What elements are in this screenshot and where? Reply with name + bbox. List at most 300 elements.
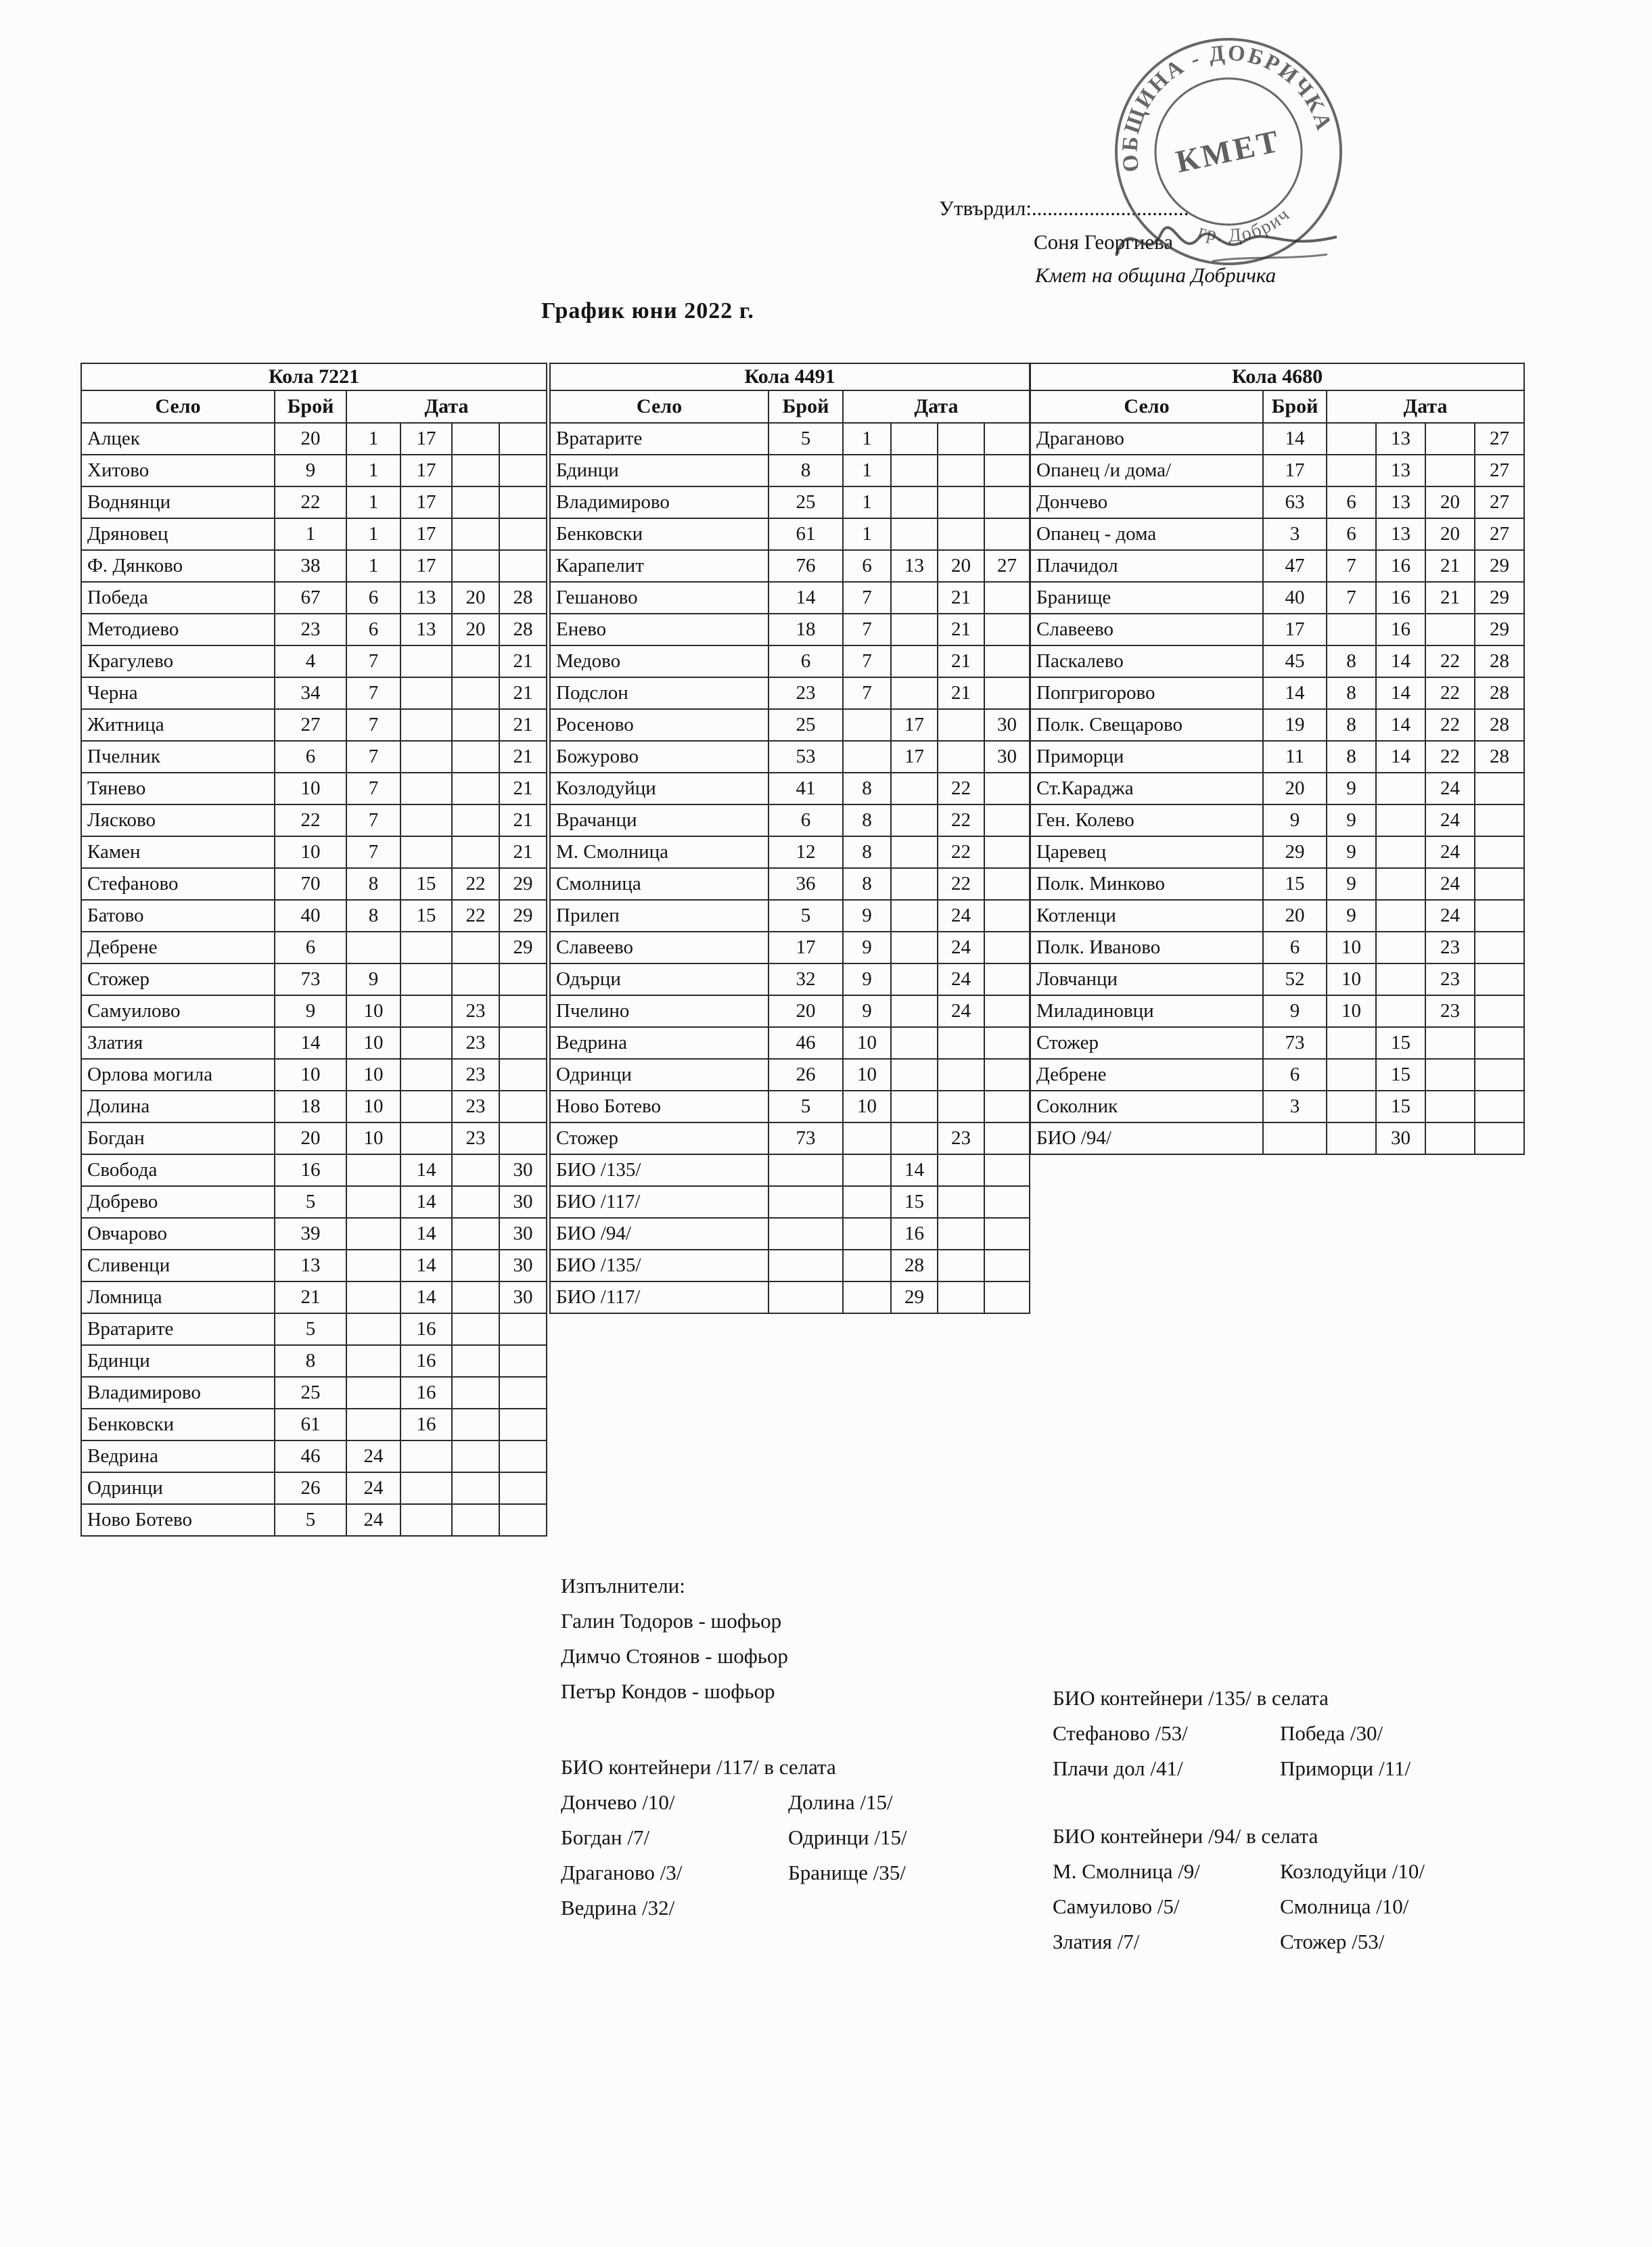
table-row — [1030, 932, 1524, 963]
bio-item: Стефаново /53/ — [1053, 1721, 1188, 1745]
date-cell — [1376, 900, 1425, 932]
table-row — [550, 1218, 1030, 1250]
count-cell: 73 — [768, 1122, 843, 1154]
date-cell — [452, 773, 499, 804]
table-row — [81, 645, 547, 677]
count-cell: 5 — [275, 1313, 346, 1345]
count-cell: 17 — [1263, 614, 1327, 645]
village-cell: Паскалево — [1030, 645, 1263, 677]
date-cell: 10 — [843, 1059, 891, 1091]
date-cell: 15 — [1376, 1059, 1425, 1091]
date-cell: 1 — [346, 550, 400, 582]
date-cell — [452, 1218, 499, 1250]
date-cell: 10 — [1327, 932, 1376, 963]
date-cell — [1425, 1122, 1475, 1154]
col-header-date: Дата — [346, 390, 547, 423]
date-cell: 14 — [1376, 645, 1425, 677]
date-cell — [891, 582, 938, 614]
bio-item: Самуилово /5/ — [1053, 1894, 1180, 1918]
date-cell — [938, 486, 984, 518]
date-cell — [1475, 1091, 1524, 1122]
date-cell: 14 — [400, 1218, 452, 1250]
village-cell: БИО /135/ — [550, 1154, 768, 1186]
count-cell: 40 — [1263, 582, 1327, 614]
date-cell: 7 — [843, 614, 891, 645]
date-cell: 22 — [1425, 645, 1475, 677]
count-cell: 14 — [768, 582, 843, 614]
bio-item: Долина /15/ — [788, 1790, 893, 1814]
date-cell: 21 — [938, 677, 984, 709]
executors-block — [561, 1568, 788, 1709]
date-cell: 9 — [1327, 804, 1376, 836]
date-cell — [891, 900, 938, 932]
village-cell: Дебрене — [1030, 1059, 1263, 1091]
table-row — [550, 868, 1030, 900]
date-cell: 8 — [1327, 645, 1376, 677]
date-cell: 10 — [1327, 963, 1376, 995]
date-cell: 29 — [1475, 582, 1524, 614]
table-row — [550, 1186, 1030, 1218]
date-cell: 23 — [452, 1059, 499, 1091]
date-cell — [984, 773, 1030, 804]
date-cell: 14 — [1376, 709, 1425, 741]
date-cell: 15 — [400, 900, 452, 932]
date-cell — [452, 1440, 499, 1472]
date-cell: 8 — [1327, 709, 1376, 741]
table-row — [1030, 1027, 1524, 1059]
village-cell: Хитово — [81, 455, 275, 486]
date-cell — [984, 1154, 1030, 1186]
date-cell — [1327, 1091, 1376, 1122]
table-row — [81, 1218, 547, 1250]
date-cell — [400, 677, 452, 709]
date-cell: 27 — [984, 550, 1030, 582]
count-cell: 53 — [768, 741, 843, 773]
table-row — [81, 1091, 547, 1122]
date-cell: 27 — [1475, 455, 1524, 486]
count-cell — [768, 1186, 843, 1218]
village-cell: Самуилово — [81, 995, 275, 1027]
date-cell — [346, 1250, 400, 1281]
village-cell: Стожер — [550, 1122, 768, 1154]
bio-item: Дончево /10/ — [561, 1790, 675, 1814]
table-row — [550, 1091, 1030, 1122]
date-cell: 16 — [1376, 582, 1425, 614]
date-cell — [1475, 900, 1524, 932]
table-row — [1030, 1122, 1524, 1154]
table-row — [81, 518, 547, 550]
village-cell: Бенковски — [550, 518, 768, 550]
count-cell: 8 — [768, 455, 843, 486]
date-cell: 14 — [1376, 741, 1425, 773]
count-cell: 41 — [768, 773, 843, 804]
date-cell: 23 — [1425, 932, 1475, 963]
date-cell: 21 — [938, 582, 984, 614]
date-cell — [400, 932, 452, 963]
date-cell: 27 — [1475, 518, 1524, 550]
executors-title: Изпълнители: — [561, 1574, 685, 1597]
date-cell — [1327, 1027, 1376, 1059]
date-cell — [1327, 614, 1376, 645]
count-cell: 45 — [1263, 645, 1327, 677]
date-cell: 10 — [346, 1091, 400, 1122]
count-cell: 25 — [275, 1377, 346, 1409]
col-header-date: Дата — [843, 390, 1030, 423]
date-cell — [452, 486, 499, 518]
table-row — [81, 868, 547, 900]
village-cell: Орлова могила — [81, 1059, 275, 1091]
date-cell: 8 — [843, 836, 891, 868]
village-cell: Миладиновци — [1030, 995, 1263, 1027]
date-cell: 24 — [1425, 836, 1475, 868]
table-row — [81, 932, 547, 963]
table-row — [550, 836, 1030, 868]
date-cell: 16 — [1376, 550, 1425, 582]
date-cell: 28 — [1475, 741, 1524, 773]
date-cell: 14 — [1376, 677, 1425, 709]
count-cell: 23 — [768, 677, 843, 709]
date-cell — [1475, 804, 1524, 836]
date-cell — [346, 1218, 400, 1250]
date-cell: 30 — [499, 1281, 547, 1313]
date-cell: 1 — [843, 423, 891, 455]
table-row — [81, 1440, 547, 1472]
date-cell: 22 — [938, 773, 984, 804]
date-cell: 20 — [1425, 486, 1475, 518]
count-cell: 4 — [275, 645, 346, 677]
count-cell: 73 — [275, 963, 346, 995]
count-cell: 27 — [275, 709, 346, 741]
village-cell: Стожер — [1030, 1027, 1263, 1059]
date-cell — [1475, 1122, 1524, 1154]
date-cell — [1425, 455, 1475, 486]
approval-label: Утвърдил:.............................. — [939, 196, 1189, 220]
date-cell — [938, 1059, 984, 1091]
date-cell: 21 — [499, 709, 547, 741]
count-cell: 21 — [275, 1281, 346, 1313]
village-cell: М. Смолница — [550, 836, 768, 868]
date-cell: 10 — [843, 1027, 891, 1059]
count-cell: 9 — [1263, 804, 1327, 836]
date-cell — [452, 804, 499, 836]
date-cell — [400, 995, 452, 1027]
table-row — [81, 1281, 547, 1313]
col-header-village: Село — [1030, 390, 1263, 423]
table-row — [81, 741, 547, 773]
date-cell: 1 — [843, 486, 891, 518]
count-cell: 61 — [275, 1409, 346, 1440]
table-row — [81, 550, 547, 582]
table-row — [550, 486, 1030, 518]
date-cell: 23 — [1425, 995, 1475, 1027]
date-cell — [452, 1472, 499, 1504]
date-cell: 10 — [843, 1091, 891, 1122]
date-cell: 21 — [499, 645, 547, 677]
date-cell — [984, 1027, 1030, 1059]
village-cell: Бранище — [1030, 582, 1263, 614]
table-row — [81, 423, 547, 455]
date-cell — [984, 804, 1030, 836]
table-row — [1030, 741, 1524, 773]
date-cell: 29 — [1475, 614, 1524, 645]
bio-item: М. Смолница /9/ — [1053, 1859, 1200, 1883]
bio-block-135 — [1053, 1681, 1507, 1786]
date-cell: 1 — [346, 423, 400, 455]
table-row — [81, 836, 547, 868]
village-cell: БИО /94/ — [1030, 1122, 1263, 1154]
bio-item: Смолница /10/ — [1280, 1894, 1409, 1918]
table-row — [81, 963, 547, 995]
table-row — [81, 1059, 547, 1091]
village-cell: Ген. Колево — [1030, 804, 1263, 836]
table-row — [1030, 804, 1524, 836]
date-cell — [1475, 1059, 1524, 1091]
table-row — [81, 804, 547, 836]
village-cell: Овчарово — [81, 1218, 275, 1250]
date-cell: 14 — [400, 1154, 452, 1186]
table-row — [81, 1472, 547, 1504]
date-cell — [938, 1186, 984, 1218]
date-cell: 24 — [346, 1472, 400, 1504]
date-cell — [1376, 963, 1425, 995]
date-cell — [452, 677, 499, 709]
count-cell: 36 — [768, 868, 843, 900]
date-cell: 22 — [452, 868, 499, 900]
date-cell: 6 — [843, 550, 891, 582]
count-cell: 5 — [768, 423, 843, 455]
table-row — [550, 995, 1030, 1027]
date-cell: 21 — [938, 645, 984, 677]
count-cell: 40 — [275, 900, 346, 932]
bio-block-title: БИО контейнери /117/ в селата — [561, 1755, 836, 1779]
date-cell: 13 — [1376, 455, 1425, 486]
table-row — [1030, 773, 1524, 804]
date-cell: 20 — [452, 614, 499, 645]
date-cell — [499, 995, 547, 1027]
table-row — [1030, 614, 1524, 645]
date-cell — [891, 486, 938, 518]
count-cell — [768, 1250, 843, 1281]
date-cell: 7 — [843, 582, 891, 614]
date-cell: 21 — [1425, 550, 1475, 582]
table-row — [81, 1313, 547, 1345]
date-cell: 8 — [346, 900, 400, 932]
table-row — [550, 645, 1030, 677]
date-cell — [984, 486, 1030, 518]
count-cell: 39 — [275, 1218, 346, 1250]
date-cell — [400, 1091, 452, 1122]
date-cell — [452, 836, 499, 868]
col-header-count: Брой — [1263, 390, 1327, 423]
date-cell — [1425, 423, 1475, 455]
table-row — [550, 455, 1030, 486]
date-cell — [984, 995, 1030, 1027]
count-cell: 46 — [275, 1440, 346, 1472]
date-cell: 8 — [1327, 741, 1376, 773]
village-cell: Камен — [81, 836, 275, 868]
table-row — [1030, 1091, 1524, 1122]
date-cell: 17 — [400, 455, 452, 486]
date-cell — [452, 1504, 499, 1536]
date-cell — [346, 1409, 400, 1440]
date-cell — [938, 1250, 984, 1281]
bio-item: Бранище /35/ — [788, 1861, 906, 1884]
date-cell — [1376, 932, 1425, 963]
village-cell: Свобода — [81, 1154, 275, 1186]
village-cell: Козлодуйци — [550, 773, 768, 804]
date-cell: 29 — [499, 900, 547, 932]
date-cell: 13 — [891, 550, 938, 582]
count-cell: 11 — [1263, 741, 1327, 773]
village-cell: Златия — [81, 1027, 275, 1059]
date-cell — [1376, 868, 1425, 900]
village-cell: Лясково — [81, 804, 275, 836]
date-cell: 7 — [346, 773, 400, 804]
date-cell: 6 — [1327, 486, 1376, 518]
date-cell — [891, 1122, 938, 1154]
executor-item: Димчо Стоянов - шофьор — [561, 1644, 788, 1668]
count-cell: 20 — [275, 1122, 346, 1154]
date-cell — [452, 550, 499, 582]
village-cell: Владимирово — [81, 1377, 275, 1409]
date-cell: 30 — [499, 1154, 547, 1186]
village-cell: Сливенци — [81, 1250, 275, 1281]
village-cell: БИО /94/ — [550, 1218, 768, 1250]
date-cell: 24 — [1425, 804, 1475, 836]
date-cell: 14 — [400, 1250, 452, 1281]
date-cell — [938, 709, 984, 741]
table-row — [550, 1122, 1030, 1154]
table-row — [550, 677, 1030, 709]
table-row — [550, 582, 1030, 614]
date-cell — [400, 963, 452, 995]
date-cell: 24 — [1425, 773, 1475, 804]
date-cell: 28 — [499, 614, 547, 645]
village-cell: Тянево — [81, 773, 275, 804]
count-cell: 20 — [1263, 773, 1327, 804]
stamp-center-text: КМЕТ — [1172, 123, 1285, 180]
date-cell — [1327, 423, 1376, 455]
date-cell — [452, 1186, 499, 1218]
table-row — [1030, 1059, 1524, 1091]
date-cell: 30 — [984, 709, 1030, 741]
date-cell — [499, 1504, 547, 1536]
date-cell — [843, 1250, 891, 1281]
bio-block-title: БИО контейнери /94/ в селата — [1053, 1824, 1318, 1848]
date-cell — [1475, 932, 1524, 963]
date-cell: 16 — [891, 1218, 938, 1250]
date-cell — [452, 455, 499, 486]
count-cell: 10 — [275, 773, 346, 804]
date-cell — [499, 1313, 547, 1345]
village-cell: БИО /135/ — [550, 1250, 768, 1281]
date-cell: 21 — [499, 773, 547, 804]
date-cell — [938, 1218, 984, 1250]
bio-item: Одринци /15/ — [788, 1825, 907, 1849]
date-cell — [891, 1027, 938, 1059]
table-row — [81, 900, 547, 932]
village-cell: Славеево — [1030, 614, 1263, 645]
table-row — [550, 741, 1030, 773]
table-row — [1030, 455, 1524, 486]
date-cell — [1327, 1059, 1376, 1091]
date-cell: 8 — [843, 868, 891, 900]
date-cell: 10 — [346, 1059, 400, 1091]
date-cell — [891, 645, 938, 677]
date-cell — [346, 1154, 400, 1186]
count-cell: 32 — [768, 963, 843, 995]
date-cell: 28 — [891, 1250, 938, 1281]
date-cell: 28 — [1475, 709, 1524, 741]
date-cell: 7 — [346, 804, 400, 836]
date-cell — [984, 455, 1030, 486]
table-row — [1030, 423, 1524, 455]
date-cell — [400, 709, 452, 741]
date-cell: 7 — [346, 709, 400, 741]
village-cell: Ведрина — [550, 1027, 768, 1059]
date-cell — [1475, 868, 1524, 900]
date-cell — [346, 1377, 400, 1409]
count-cell: 9 — [1263, 995, 1327, 1027]
date-cell — [984, 963, 1030, 995]
date-cell — [984, 1122, 1030, 1154]
table-row — [550, 900, 1030, 932]
count-cell: 6 — [1263, 932, 1327, 963]
date-cell — [984, 932, 1030, 963]
date-cell — [843, 1281, 891, 1313]
date-cell — [499, 1059, 547, 1091]
date-cell — [891, 423, 938, 455]
date-cell — [843, 1218, 891, 1250]
village-cell: Котленци — [1030, 900, 1263, 932]
date-cell: 17 — [400, 550, 452, 582]
village-cell: Черна — [81, 677, 275, 709]
date-cell: 15 — [891, 1186, 938, 1218]
village-cell: Пчелник — [81, 741, 275, 773]
table-row — [81, 455, 547, 486]
date-cell — [891, 518, 938, 550]
date-cell: 7 — [346, 741, 400, 773]
village-cell: Вратарите — [550, 423, 768, 455]
date-cell — [400, 645, 452, 677]
count-cell: 25 — [768, 709, 843, 741]
table-row — [1030, 582, 1524, 614]
date-cell — [984, 1091, 1030, 1122]
table-row — [1030, 645, 1524, 677]
village-cell: Одринци — [81, 1472, 275, 1504]
date-cell: 9 — [1327, 773, 1376, 804]
date-cell: 22 — [1425, 709, 1475, 741]
date-cell — [1475, 836, 1524, 868]
date-cell — [1475, 963, 1524, 995]
village-cell: Воднянци — [81, 486, 275, 518]
village-cell: Опанец /и дома/ — [1030, 455, 1263, 486]
date-cell — [938, 1027, 984, 1059]
date-cell — [452, 645, 499, 677]
table-row — [550, 932, 1030, 963]
date-cell: 10 — [346, 995, 400, 1027]
date-cell — [843, 1154, 891, 1186]
date-cell: 8 — [843, 773, 891, 804]
date-cell: 8 — [843, 804, 891, 836]
date-cell — [891, 1091, 938, 1122]
date-cell: 24 — [938, 963, 984, 995]
village-cell: Ново Ботево — [81, 1504, 275, 1536]
village-cell: БИО /117/ — [550, 1186, 768, 1218]
date-cell — [452, 932, 499, 963]
count-cell: 26 — [275, 1472, 346, 1504]
date-cell: 6 — [346, 582, 400, 614]
